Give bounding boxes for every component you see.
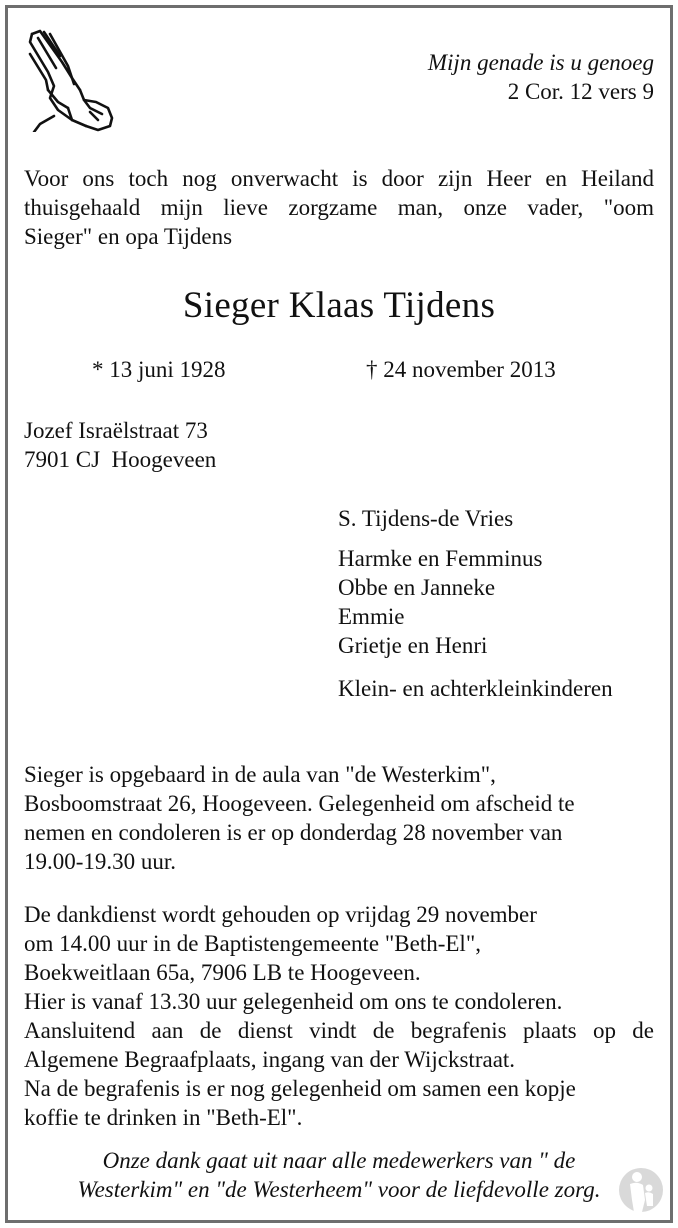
address	[24, 416, 216, 474]
paragraph-line: Boekweitlaan 65a, 7906 LB te Hoogeveen.	[24, 960, 421, 985]
paragraph-line: nemen en condoleren is er op donderdag 28 november van	[24, 820, 563, 845]
praying-hands-icon	[24, 28, 114, 132]
spouse-name: S. Tijdens-de Vries	[338, 506, 514, 531]
thanks-note	[0, 1146, 678, 1204]
paragraph-line: De dankdienst wordt gehouden op vrijdag 29 november	[24, 902, 537, 927]
bible-verse	[428, 48, 654, 106]
paragraph-line: koffie te drinken in "Beth-El".	[24, 1105, 303, 1130]
children-list	[338, 544, 542, 660]
viewing-paragraph	[24, 760, 654, 876]
paragraph-line: Algemene Begraafplaats, ingang van der Wijckstraat.	[24, 1047, 516, 1072]
thanks-line: Westerkim" en "de Westerheem" voor de liefdevolle zorg.	[77, 1177, 601, 1202]
grandchildren-line: Klein- en achterkleinkinderen	[338, 676, 613, 701]
thanks-line: Onze dank gaat uit naar alle medewerkers van " de	[102, 1148, 576, 1173]
verse-quote: Mijn genade is u genoeg	[427, 50, 654, 75]
paragraph-line: Hier is vanaf 13.30 uur gelegenheid om ons te condoleren.	[24, 989, 563, 1014]
intro-line: Voor ons toch nog onverwacht is door zijn Heer en Heiland	[24, 166, 654, 191]
paragraph-line: 19.00-19.30 uur.	[24, 849, 177, 874]
address-city: 7901 CJ Hoogeveen	[24, 447, 217, 472]
paragraph-line: Na de begrafenis is er nog gelegenheid om samen een kopje	[24, 1076, 576, 1101]
paragraph-line: om 14.00 uur in de Baptistengemeente "Beth-El",	[24, 931, 481, 956]
birth-date: * 13 juni 1928	[92, 357, 226, 382]
intro-text	[24, 164, 654, 251]
publisher-logo-icon	[618, 1166, 664, 1214]
verse-reference: 2 Cor. 12 vers 9	[507, 79, 654, 104]
intro-line: Sieger" en opa Tijdens	[24, 224, 233, 249]
intro-line: thuisgehaald mijn lieve zorgzame man, onze vader, "oom	[24, 195, 654, 220]
service-paragraph	[24, 900, 654, 1132]
death-date: † 24 november 2013	[366, 357, 556, 382]
children-item: Obbe en Janneke	[338, 575, 496, 600]
paragraph-line: Aansluitend aan de dienst vindt de begrafenis plaats op de	[24, 1018, 654, 1043]
children-item: Grietje en Henri	[338, 633, 488, 658]
paragraph-line: Bosboomstraat 26, Hoogeveen. Gelegenheid om afscheid te	[24, 791, 575, 816]
children-item: Harmke en Femminus	[338, 546, 543, 571]
children-item: Emmie	[338, 604, 405, 629]
paragraph-line: Sieger is opgebaard in de aula van "de Westerkim",	[24, 762, 496, 787]
deceased-name: Sieger Klaas Tijdens	[182, 285, 496, 326]
address-street: Jozef Israëlstraat 73	[24, 418, 208, 443]
